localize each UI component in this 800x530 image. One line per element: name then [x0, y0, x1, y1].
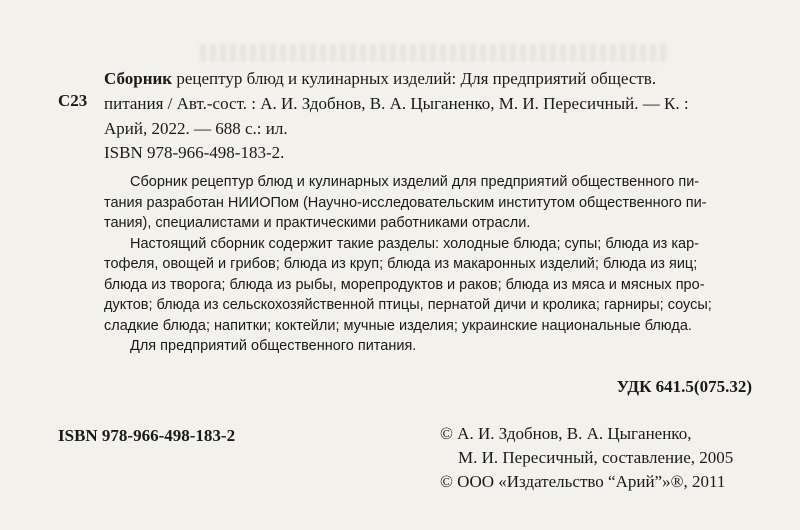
- abstract-line: Настоящий сборник содержит такие разделы: холодные блюда; супы; блюда из кар-: [130, 235, 699, 252]
- isbn-bottom: ISBN 978-966-498-183-2: [58, 426, 236, 445]
- copyright-block: [440, 422, 733, 494]
- bib-line-1-rest: рецептур блюд и кулинарных изделий: Для предприятий обществ.: [176, 69, 657, 88]
- classification-code: С23: [58, 91, 88, 110]
- abstract-line: тания), специалистами и практическими работниками отрасли.: [104, 215, 531, 231]
- abstract-line: тания разработан НИИОПом (Научно-исследовательским институтом общественного пи-: [104, 194, 707, 211]
- abstract-line: Сборник рецептур блюд и кулинарных изделий для предприятий общественного пи-: [130, 174, 700, 190]
- bleed-through-text: [200, 44, 670, 62]
- bib-line-1: [104, 66, 774, 91]
- bib-line-2: питания / Авт.-сост. : А. И. Здобнов, В. А. Цыганенко, М. И. Пересичный. — К. :: [104, 94, 689, 113]
- abstract-line: Для предприятий общественного питания.: [130, 338, 417, 354]
- copyright-line-2: М. И. Пересичный, составление, 2005: [458, 448, 734, 467]
- abstract-line: дуктов; блюда из сельскохозяйственной птицы, пернатой дичи и кролика; гарниры; соусы;: [104, 297, 712, 313]
- abstract: [104, 172, 770, 357]
- book-title: Сборник: [104, 69, 173, 88]
- copyright-line-1: © А. И. Здобнов, В. А. Цыганенко,: [440, 424, 692, 443]
- abstract-line: блюда из творога; блюда из рыбы, морепродуктов и раков; блюда из мяса и мясных про-: [104, 276, 705, 293]
- abstract-line: тофеля, овощей и грибов; блюда из круп; блюда из макаронных изделий; блюда из яиц;: [104, 256, 698, 272]
- bibliographic-entry: [104, 66, 774, 141]
- udk-code: УДК 641.5(075.32): [616, 377, 752, 396]
- isbn-top: ISBN 978-966-498-183-2.: [104, 143, 285, 162]
- bib-line-3: Арий, 2022. — 688 с.: ил.: [104, 119, 288, 138]
- abstract-line: сладкие блюда; напитки; коктейли; мучные изделия; украинские национальные блюда.: [104, 317, 692, 334]
- copyright-line-3: © ООО «Издательство “Арий”»®, 2011: [440, 472, 726, 491]
